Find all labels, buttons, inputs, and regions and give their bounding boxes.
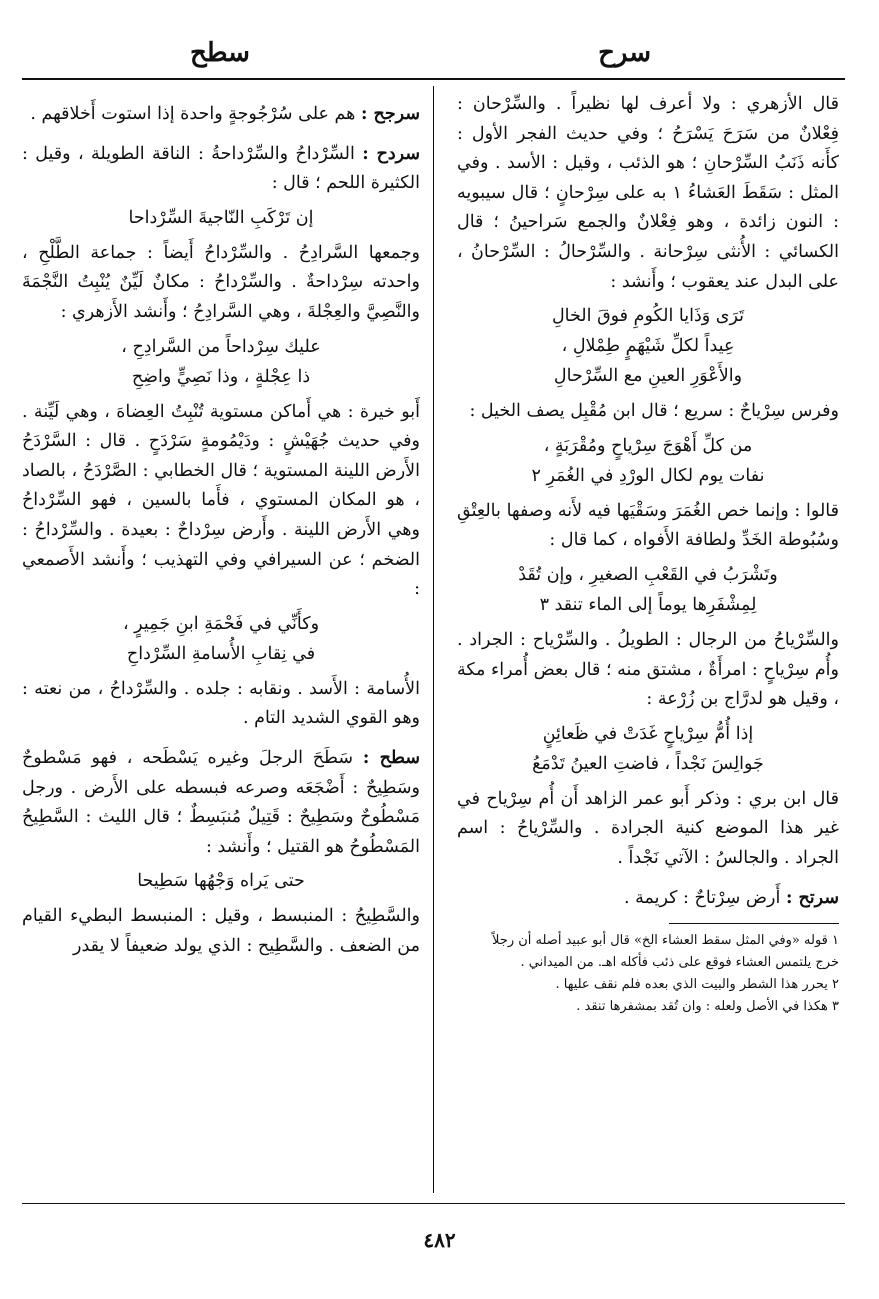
text-line: السِّرْداحُ والسِّرْداحةُ : الناقة الطويلة ، وقيل : xyxy=(22,143,355,164)
verse-block xyxy=(22,609,420,669)
text-line: الصَّرْدَحُ ، بالصاد ، هو المكان المستوي ، فأَما xyxy=(22,460,420,511)
entry-headword: سطح : xyxy=(362,747,420,768)
running-header-right: سرح xyxy=(598,38,651,68)
text-line: قال ابن بري : وذكر أَبو عمر الزاهد أَن أُم سِرْياح xyxy=(486,788,839,809)
verse-line: والأَعْوَرِ العينِ مع السِّرْحالِ xyxy=(553,366,743,387)
entry-paragraph xyxy=(457,397,839,427)
text-line: قال الأزهري : ولا أعرف لها نظيراً . والسِّرْحان : xyxy=(457,94,839,114)
verse-line: حتى يَراه وَجْهُها سَطِيحا xyxy=(137,871,305,892)
footnote: ١ قوله «وفي المثل سقط العشاء الخ» قال أبو عبيد أصله أن رجلاً xyxy=(492,933,839,949)
text-line: من الضعف . والسَّطِيح : الذي يولد ضعيفاً لا يقدر xyxy=(73,935,420,956)
dictionary-entry xyxy=(22,100,420,130)
text-line: سِرْداحٌ : بعيدة . والسِّرْداحُ : الضخم ؛ عن xyxy=(22,519,420,570)
verse-block xyxy=(457,719,839,779)
text-line: قال : السَّرْدَحُ الأَرض اللينة المستوية ؛ قال الخطابي : xyxy=(22,431,420,481)
text-line: بالسين ، فهو السِّرْداحُ وهي الأَرض اللينة . وأَرض xyxy=(22,490,420,540)
text-line: نعته : وهو القوي الشديد التام . xyxy=(22,678,420,729)
text-line: وجمعها السَّرادِحُ . والسِّرْداحُ أَيضاً : جماعة الطَّلْحِ ، xyxy=(22,242,420,263)
footnote: ٢ يحرر هذا الشطر والبيت الذي بعده فلم نقف عليها . xyxy=(555,977,839,993)
entry-paragraph xyxy=(457,785,839,874)
text-line: قال الكسائي : الأُنثى سِرْحانة . والسِّرْحالُ : xyxy=(457,212,839,262)
footnote: ٣ هكذا في الأصل ولعله : وان تُقد بمشفرها تنقد . xyxy=(576,999,839,1015)
text-line: أَرض سِرْتاحٌ : كريمة . xyxy=(624,887,781,908)
entry-headword: سردح : xyxy=(362,143,420,164)
verse-line: نفات يوم لكال الورْدِ في الغُمَرِ ٢ xyxy=(531,465,765,486)
text-line: سيبويه : النون زائدة ، وهو فِعْلانٌ والجمع سَراحينُ ؛ xyxy=(457,182,839,233)
verse-block xyxy=(457,560,839,620)
text-line: وأُم سِرْياحٍ : امرأَةٌ ، مشتق منه ؛ قال بعض أُمراء xyxy=(491,659,839,680)
footnote-rule xyxy=(669,923,839,924)
text-line: أَبو خيرة : هي أَماكن مستوية تُنْبِتُ العِضاهَ ، وهي xyxy=(65,401,420,422)
text-line: مَسْطُوحٌ وسَطِيحٌ : قَتِيلٌ مُنبَسِطٌ ؛ قال الليث : xyxy=(85,807,420,828)
text-line: والسَّطِيحُ : المنبسط ، وقيل : المنبسط البطيء القيام xyxy=(22,906,420,927)
left-column xyxy=(22,90,420,961)
text-line: هم على سُرْجُوجةٍ واحدة إذا استوت أَخلاقهم . xyxy=(30,104,356,124)
dictionary-entry xyxy=(22,140,420,199)
verse-line: وكأَنِّي في فَحْمَةِ ابنِ جَمِيرٍ ، xyxy=(122,613,320,634)
page-number: ٤٨٢ xyxy=(423,1228,456,1252)
footer-rule xyxy=(22,1203,845,1204)
entry-headword: سرتح : xyxy=(785,887,839,908)
entry-paragraph xyxy=(22,398,420,605)
column-divider xyxy=(433,86,434,1193)
text-line: فِعْلانٌ من سَرَحَ يَسْرَحُ ؛ وفي حديث الفجر الأول : xyxy=(457,123,839,144)
running-header-left: سطح xyxy=(190,38,250,68)
text-line: والسِّرْياحُ من الرجال : الطويلُ . والسِّرْياح : الجراد . xyxy=(457,629,839,650)
text-line: الكثيرة اللحم ؛ قال : xyxy=(271,173,420,194)
verse-line: إن تَرْكَبِ النّاجيةَ السِّرْداحا xyxy=(128,207,314,228)
text-line: وسَطِيحٌ : أَضْجَعَه وصرعه فبسطه على الأَرض . ورجل xyxy=(22,777,420,798)
verse-line: لِمِشْفَرِها يوماً إلى الماء تنقد ٣ xyxy=(539,594,757,615)
entry-headword: سرجح : xyxy=(361,104,420,124)
verse-line: عِيداً لكلِّ شَيْهَمٍ طِمْلالِ ، xyxy=(561,336,735,357)
entry-paragraph xyxy=(457,90,839,297)
entry-paragraph xyxy=(22,675,420,734)
verse-line: تَرَى وَذَايا الكُومِ فوقَ الخالِ xyxy=(551,306,745,327)
text-line: الجراد . والجالسُ : الآتي نَجْداً . xyxy=(617,847,839,868)
entry-paragraph xyxy=(457,497,839,556)
text-line: مكة ، وقيل هو لدرَّاج بن زُرْعة : xyxy=(457,659,839,710)
entry-paragraph xyxy=(457,626,839,715)
text-line: الأُسامة : الأَسد . ونقابه : جلده . والسِّرْداحُ ، من xyxy=(68,678,421,699)
entry-paragraph xyxy=(22,239,420,328)
text-line: وأَنشد الأَزهري : xyxy=(60,301,177,322)
text-line: وفي المثل : سَقَطَ العَشاءُ ١ به على سِرْحانٍ ؛ قال xyxy=(457,153,839,203)
text-line: السِّرْحانُ ، على البدل عند يعقوب ؛ وأَنشد : xyxy=(457,241,839,292)
footnote: خرج يلتمس العشاء فوقع على ذئب فأكله اهـ. من الميداني . xyxy=(520,955,839,971)
entry-paragraph xyxy=(22,902,420,961)
dictionary-entry xyxy=(457,884,839,914)
text-line: في غير هذا الموضع كنية الجرادة . والسِّرْياحُ : اسم xyxy=(457,788,839,839)
text-line: السيرافي وفي التهذيب ؛ وأَنشد الأَصمعي : xyxy=(22,549,420,600)
verse-line: من كلِّ أَهْوَجَ سِرْياحٍ ومُقْرَبَةٍ ، xyxy=(543,435,753,456)
text-line: واحدته سِرْداحةٌ . والسِّرْداحُ : مكانٌ لَيِّنٌ xyxy=(119,272,420,293)
verse-block xyxy=(457,431,839,491)
footnotes xyxy=(457,930,839,1018)
verse-line: ذا عِجْلةٍ ، وذا نَصِيٍّ واضِحِ xyxy=(131,366,311,387)
text-line: سَطَحَ الرجلَ وغيره يَسْطَحه ، فهو مَسْطوحٌ xyxy=(22,747,354,768)
text-line: كأَنه ذَنَبُ السِّرْحانِ ؛ هو الذئب ، وقيل : الأسد . xyxy=(494,153,839,174)
verse-block xyxy=(457,301,839,391)
verse-line: وتَشْرَبُ في القَعْبِ الصغيرِ ، وإن تُقَدْ xyxy=(518,564,778,585)
text-line: بالعِتْقِ وسُبُوطة الخَدِّ ولطافة الأَفواه ، كما قال : xyxy=(457,500,839,551)
dictionary-entry xyxy=(22,744,420,862)
text-line: وفرس سِرْياحٌ : سريع ؛ قال ابن مُقْبِل يصف الخيل : xyxy=(469,401,839,422)
text-line: السَّطِيحُ المَسْطُوحُ هو القتيل ؛ وأَنشد : xyxy=(22,807,420,857)
verse-line: في نِقابِ الأُسامةِ السِّرْداحِ xyxy=(126,643,316,664)
verse-line: عليك سِرْداحاً من السَّرادِحِ ، xyxy=(121,336,321,357)
verse-line: جَوالِسَ نَجْداً ، فاضتِ العينُ تَدْمَعُ xyxy=(532,753,764,774)
right-column xyxy=(457,90,839,1018)
verse-block xyxy=(22,866,420,896)
text-line: قالوا : وإنما خص الغُمَرَ وسَقْيَها فيه لأَنه وصفها xyxy=(506,500,839,521)
verse-block xyxy=(22,332,420,392)
text-line: يُنْبِتُ النَّجْمَةَ والنَّصِيَّ والعِجْلةَ ، وهي السَّرادِحُ ؛ xyxy=(22,272,420,322)
verse-block xyxy=(22,203,420,233)
header-rule xyxy=(22,78,845,80)
text-line: لَيِّنة . وفي حديث جُهَيْشٍ : ودَيْمُومةٍ سَرْدَحٍ . xyxy=(22,401,420,452)
verse-line: إذا أُمُّ سِرْياحٍ غَدَتْ في ظَعائِنٍ xyxy=(542,723,754,744)
